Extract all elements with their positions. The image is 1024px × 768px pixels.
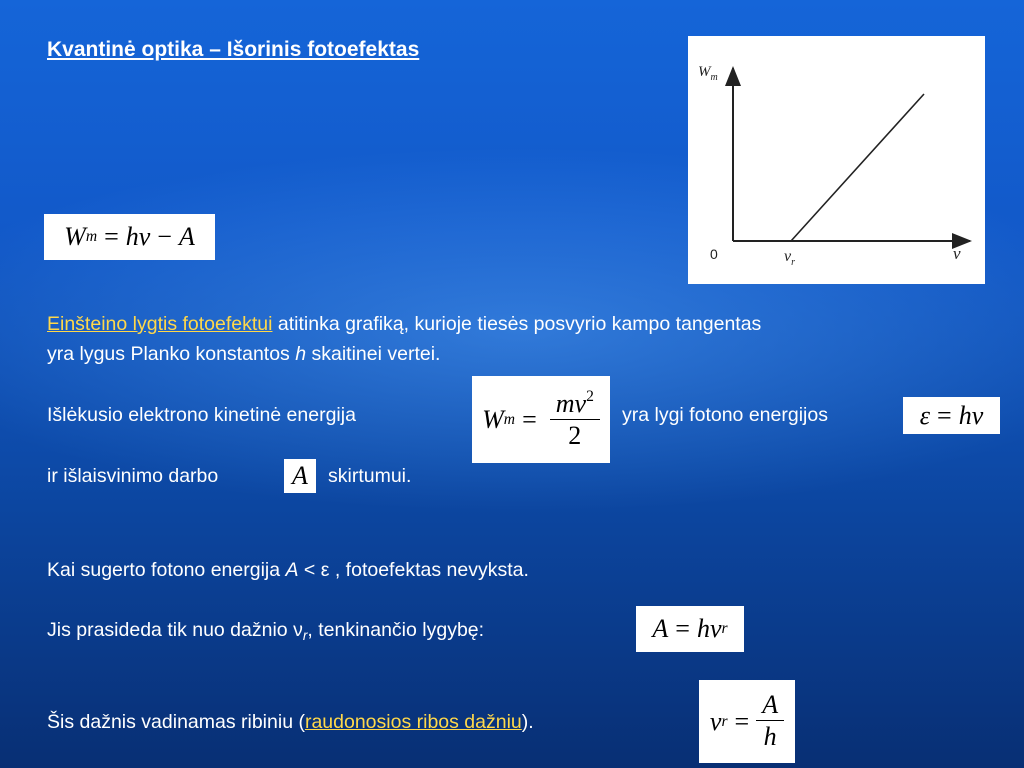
formula-subscript: r	[721, 620, 728, 637]
paragraph-text: , tenkinančio lygybę:	[307, 619, 485, 641]
formula-subscript: r	[721, 712, 728, 730]
threshold-frequency-formula-box	[699, 680, 795, 763]
formula-symbol: h	[696, 614, 710, 643]
formula-operator: =	[937, 400, 952, 430]
formula-operator: =	[522, 404, 537, 434]
svg-text:Wm	[698, 64, 718, 83]
no-effect-condition	[47, 555, 529, 585]
wm-vs-frequency-graph	[688, 36, 985, 284]
kinetic-energy-formula-box	[472, 376, 610, 463]
formula-symbol: W	[64, 222, 86, 251]
kinetic-energy-text: Išlėkusio elektrono kinetinė energija	[47, 404, 356, 426]
paragraph-einstein-line2	[47, 339, 440, 369]
photon-energy-formula-box	[903, 397, 1000, 434]
frequency-subscript: r	[302, 628, 308, 644]
formula-symbol: ν	[709, 706, 722, 736]
formula-symbol: A	[652, 614, 669, 643]
formula-fraction	[756, 690, 784, 752]
threshold-label: ν	[784, 248, 792, 265]
y-axis-label-sub: m	[710, 72, 718, 83]
formula-superscript: 2	[586, 388, 594, 405]
red-limit-text	[47, 707, 534, 737]
red-limit-frequency-link[interactable]: raudonosios ribos dažniu	[304, 711, 522, 733]
einstein-equation-link[interactable]: Einšteino lygtis fotoefektui	[47, 313, 273, 335]
paragraph-text: Jis prasideda tik nuo dažnio ν	[47, 619, 303, 641]
formula-symbol: h	[958, 400, 972, 430]
origin-label: 0	[710, 246, 718, 262]
fraction-denominator: h	[763, 722, 777, 752]
formula-fraction	[550, 388, 600, 451]
paragraph-text: atitinka grafiką, kurioje tiesės posvyrio kampo tangentas	[272, 313, 762, 335]
photon-energy-text: yra lygi fotono energijos	[622, 404, 828, 426]
formula-symbol: W	[482, 404, 504, 434]
formula-operator: −	[157, 222, 172, 251]
formula-symbol: A	[178, 222, 195, 251]
slide-title: Kvantinė optika – Išorinis fotoefektas	[47, 38, 420, 61]
threshold-formula-box	[636, 606, 744, 652]
svg-text:νr	[784, 248, 795, 268]
formula-symbol: h	[125, 222, 139, 251]
graph-panel	[688, 36, 985, 284]
formula-operator: =	[734, 706, 750, 736]
formula-operator: =	[675, 614, 690, 643]
paragraph-text: Šis dažnis vadinamas ribiniu (	[47, 711, 305, 733]
formula-symbol: ε	[919, 400, 931, 430]
graph-line	[791, 94, 924, 241]
einstein-equation-box	[44, 214, 215, 260]
work-symbol: A	[285, 559, 299, 581]
paragraph-text: Kai sugerto fotono energija	[47, 559, 286, 581]
threshold-start-text	[47, 615, 484, 651]
formula-symbol: ν	[709, 614, 722, 643]
fraction-numerator: A	[756, 690, 784, 721]
fraction-denominator: 2	[568, 420, 582, 450]
work-function-formula-box	[284, 459, 316, 493]
formula-operator: =	[104, 222, 119, 251]
formula-symbol: ν	[971, 400, 984, 430]
work-function-text: ir išlaisvinimo darbo	[47, 465, 219, 487]
y-axis-label: W	[698, 64, 711, 80]
formula-symbol: A	[292, 461, 308, 490]
threshold-label-sub: r	[791, 257, 796, 268]
paragraph-text: < ε , fotoefektas nevyksta.	[298, 559, 529, 581]
paragraph-text: yra lygus Planko konstantos	[47, 343, 296, 365]
formula-subscript: m	[85, 228, 98, 245]
paragraph-text: ).	[521, 711, 534, 733]
paragraph-text: skaitinei vertei.	[306, 343, 441, 365]
formula-subscript: m	[503, 410, 516, 428]
formula-symbol: ν	[138, 222, 151, 251]
fraction-numerator: mv	[555, 388, 587, 418]
paragraph-einstein	[47, 309, 761, 339]
difference-text: skirtumui.	[328, 465, 412, 487]
x-axis-label: ν	[953, 244, 961, 263]
planck-symbol: h	[295, 343, 307, 365]
